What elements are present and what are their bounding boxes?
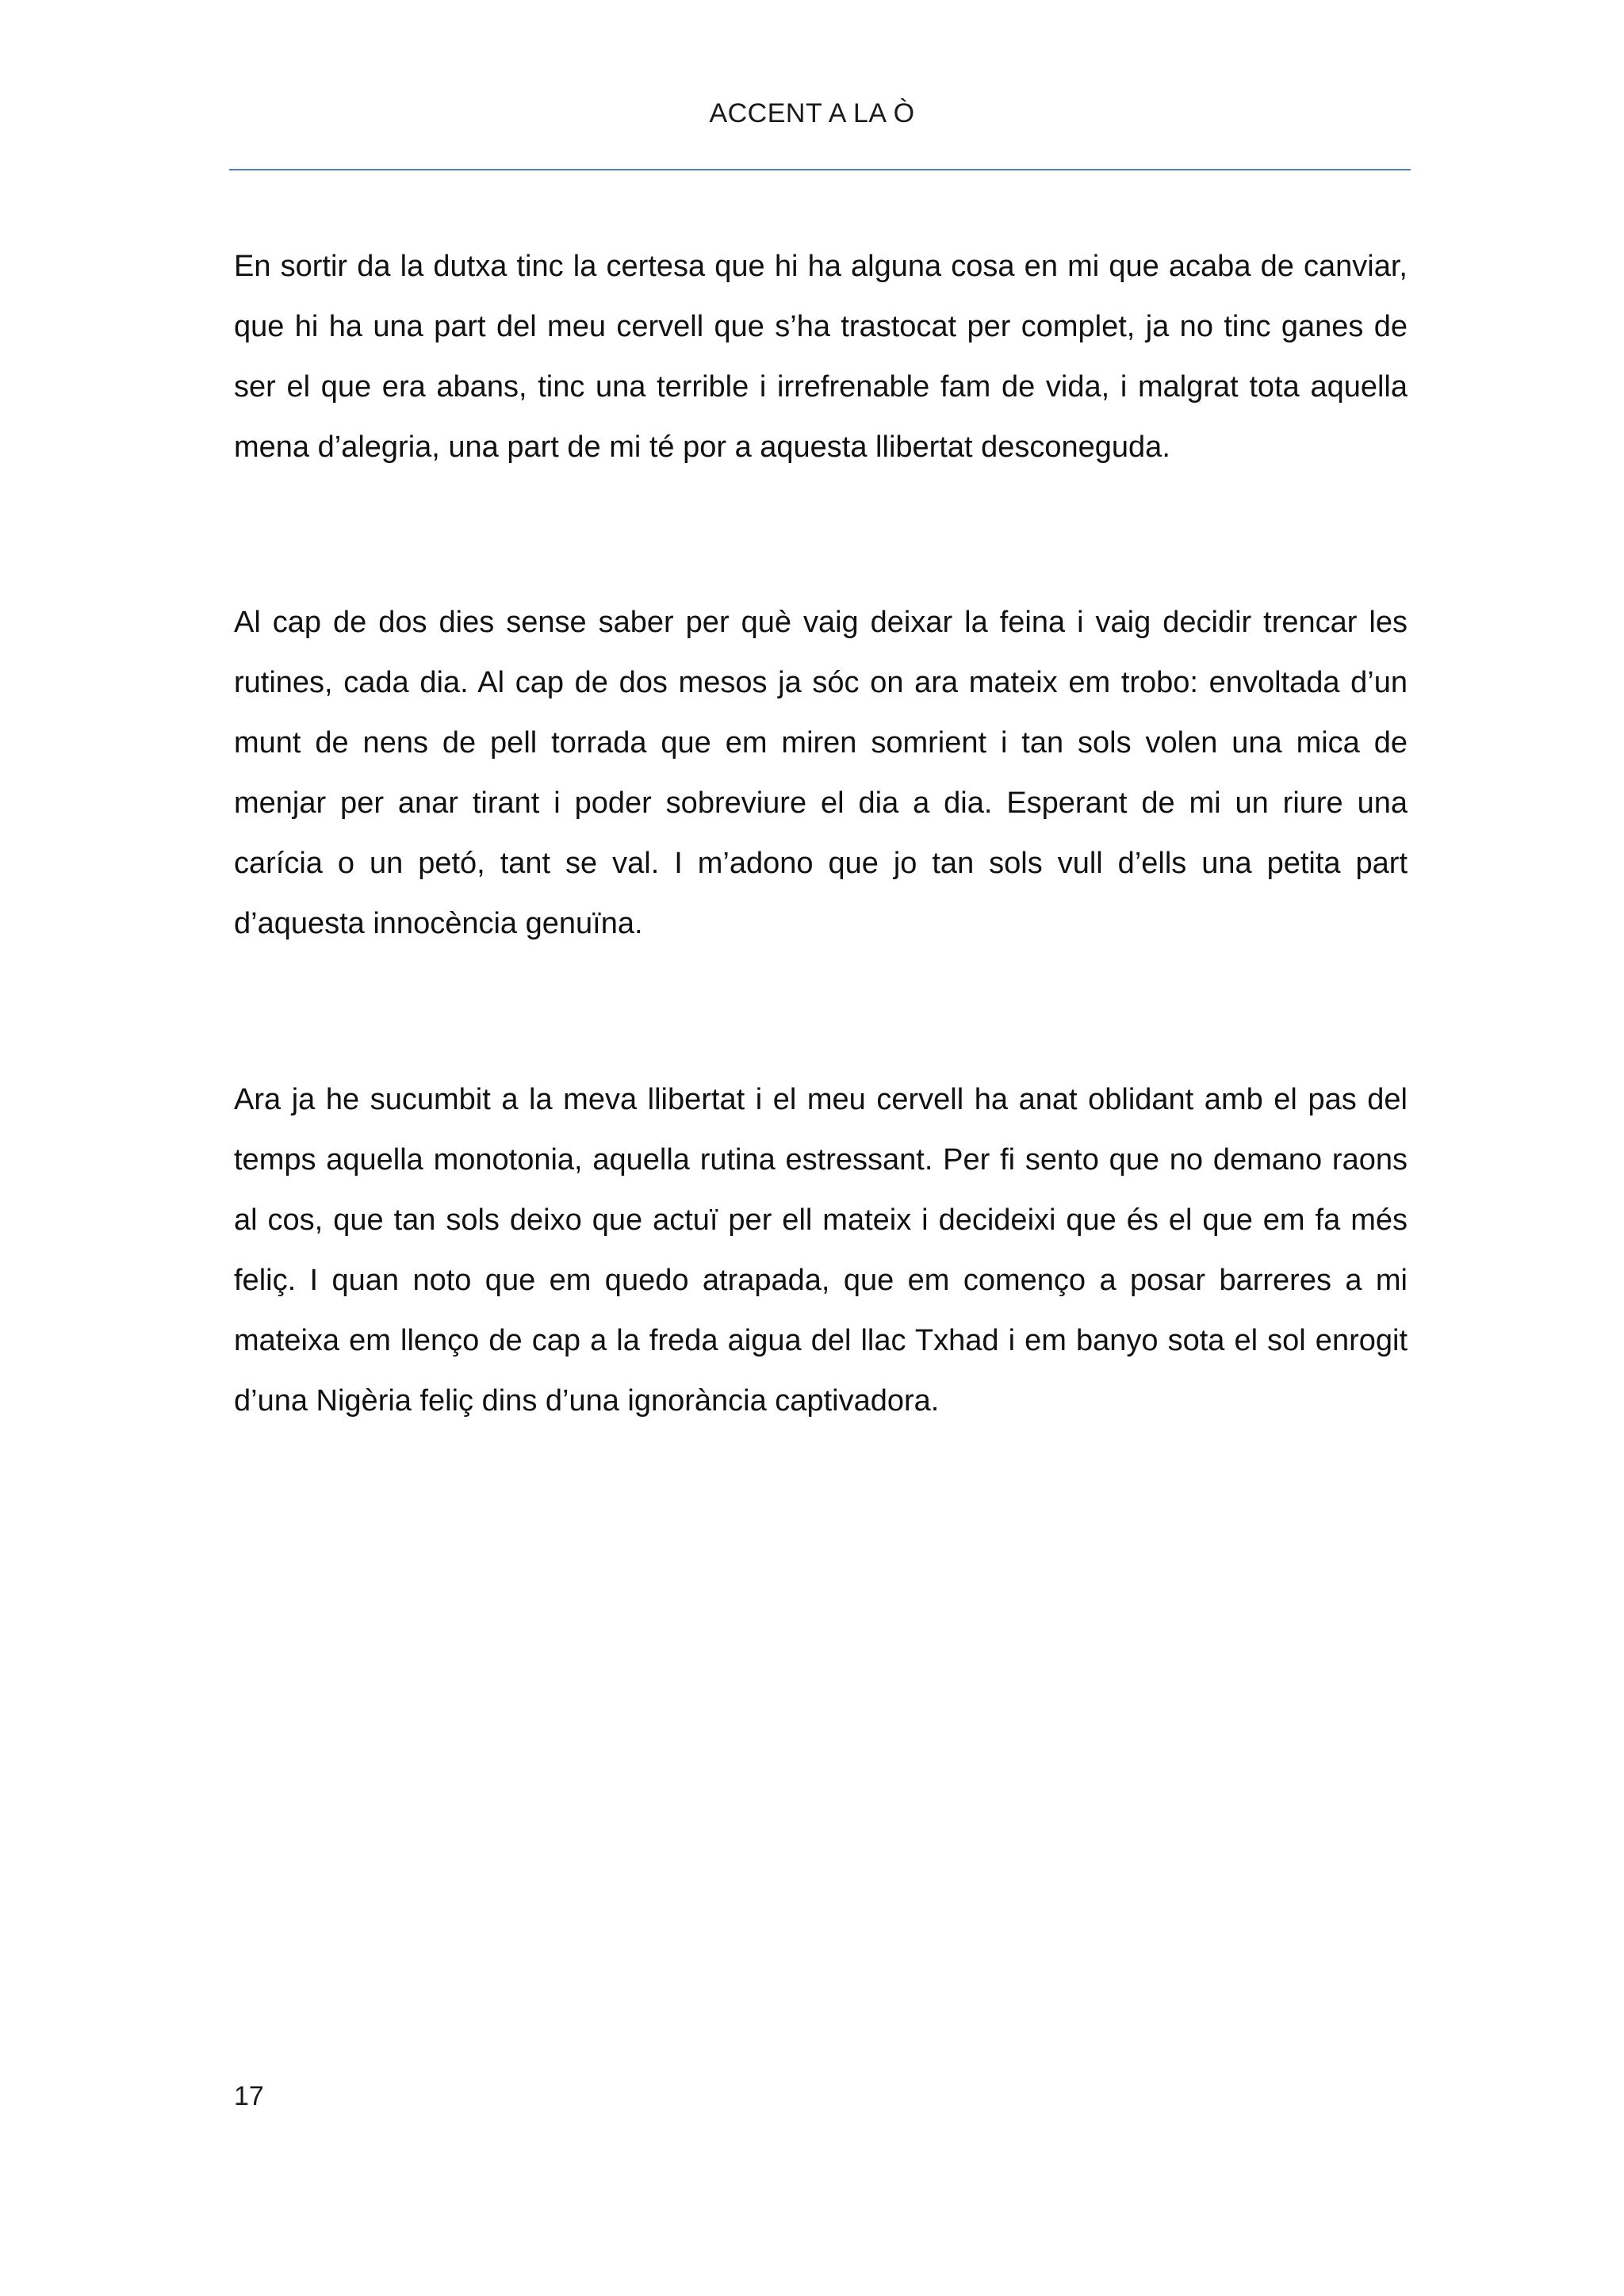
running-header-title: ACCENT A LA Ò: [709, 98, 915, 128]
body-paragraph-3-container: [234, 1070, 1408, 1431]
header-divider: [229, 169, 1411, 170]
body-paragraph-2-container: [234, 592, 1408, 954]
body-paragraph-1-container: [234, 236, 1408, 477]
body-paragraph-3: Ara ja he sucumbit a la meva llibertat i el meu cervell ha anat oblidant amb el pas del temps aquella monotonia, aquella rutina estressant. Per fi sento que no demano raons al cos, que tan sols deixo que actuï per ell mateix i decideixi que és el que em fa més feliç. I quan noto que em quedo atrapada, que em començo a posar barreres a mi mateixa em llenço de cap a la freda aigua del llac Txhad i em banyo sota el sol enrogit d’una Nigèria feliç dins d’una ignorància captivadora.: [234, 1083, 1408, 1418]
body-paragraph-1: En sortir da la dutxa tinc la certesa que hi ha alguna cosa en mi que acaba de canviar, que hi ha una part del meu cervell que s’ha trastocat per complet, ja no tinc ganes de ser el que era abans, tinc una terrible i irrefrenable fam de vida, i malgrat tota aquella mena d’alegria, una part de mi té por a aquesta llibertat desconeguda.: [234, 250, 1408, 464]
body-paragraph-2: Al cap de dos dies sense saber per què vaig deixar la feina i vaig decidir trencar les rutines, cada dia. Al cap de dos mesos ja sóc on ara mateix em trobo: envoltada d’un munt de nens de pell torrada que em miren somrient i tan sols volen una mica de menjar per anar tirant i poder sobreviure el dia a dia. Esperant de mi un riure una carícia o un petó, tant se val. I m’adono que jo tan sols vull d’ells una petita part d’aquesta innocència genuïna.: [234, 606, 1408, 940]
page-number: 17: [234, 2081, 264, 2111]
